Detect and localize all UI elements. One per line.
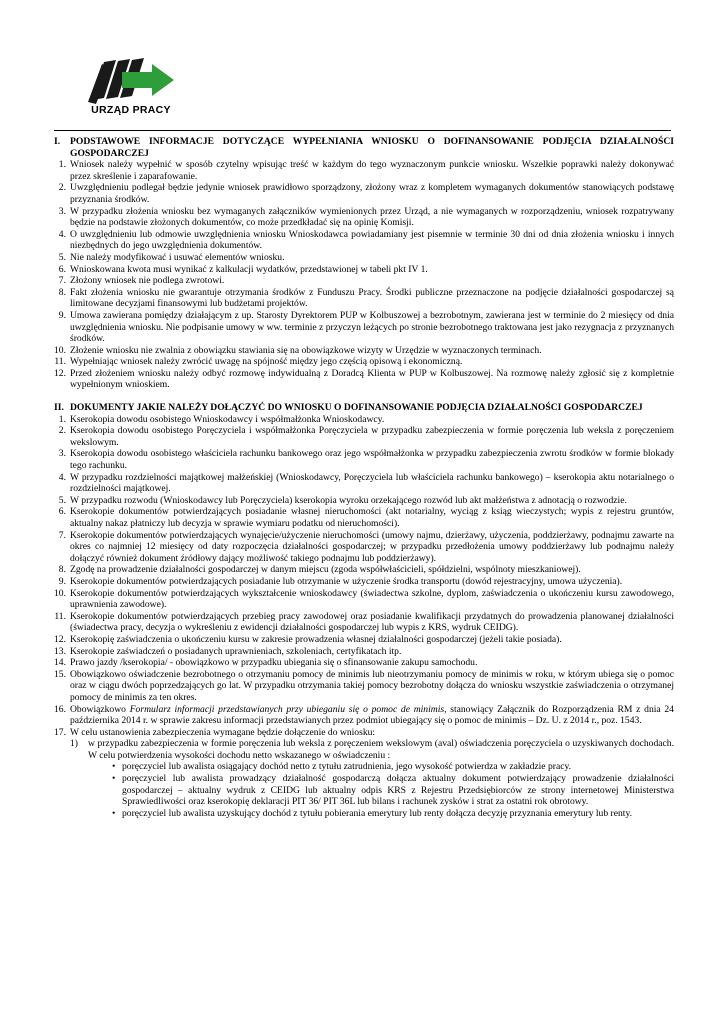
item-number: 9. [58,309,66,321]
item-text: Kserokopie dokumentów potwierdzających wynajęcie/użyczenie nieruchomości (umowy najmu, dzierżawy, użyczenia, poddzierżawy, podnajmu zawarte na okres co najmniej 12 miesięcy od daty rozpoczęcia działalności gospodarczej; w przypadku przedłożenia umowy poddzierżawy lub podnajmu należy dołączyć również dokument źródłowy dający możliwość takiego podnajmu lub poddzierżawy). [70,529,674,564]
list-item [54,506,674,529]
list-item [54,576,674,588]
list-item [54,159,674,182]
item-text: Prawo jazdy /kserokopia/ - obowiązkowo w przypadku ubiegania się o sfinansowanie zakupu samochodu. [70,657,478,669]
item-number: 4. [58,228,66,240]
item-text: W przypadku złożenia wniosku bez wymaganych załączników wymienionych przez Urząd, a nie wymaganych w rozporządzeniu, wniosek rozpatrywany będzie na podstawie złożonych dokumentów, co może przedkładać się na opinię Komisji. [70,205,674,229]
section-number: II. [54,402,64,414]
section-number: I. [54,136,61,147]
list-item [54,472,674,495]
document-body [54,136,674,819]
list-item [54,206,674,229]
item-text: Kserokopia dowodu osobistego Wnioskodawcy i współmałżonka Wnioskodawcy. [70,413,385,425]
item-number: 10. [54,344,66,356]
list-item [54,414,674,426]
item-text: Obowiązkowo oświadczenie bezrobotnego o otrzymaniu pomocy de minimis lub nieotrzymaniu pomocy de minimis w roku, w którym ubiega się o pomoc oraz w ciągu dwóch poprzedzających go lat. W przypadku otrzymania takiej pomocy bezrobotny dołącza do wniosku wszystkie zaświadczenia o otrzymanej pomocy de minimis za ten okres. [70,668,674,703]
item-number: 8. [58,564,66,576]
list-item [54,588,674,611]
bullet-list [88,761,674,819]
item-number: 9. [58,575,66,587]
section-heading: PODSTAWOWE INFORMACJE DOTYCZĄCE WYPEŁNIANIA WNIOSKU O DOFINANSOWANIE PODJĘCIA DZIAŁALNOŚCI GOSPODARCZEJ [70,136,674,159]
item-number: 6. [58,263,66,275]
list-item [54,252,674,264]
logo-text: URZĄD PRACY [91,104,171,116]
section-heading: DOKUMENTY JAKIE NALEŻY DOŁĄCZYĆ DO WNIOSKU O DOFINANSOWANIE PODJĘCIA DZIAŁALNOŚCI GOSPODARCZEJ [70,402,643,414]
item-number: 5. [58,494,66,506]
item-text-pre: Obowiązkowo [70,703,130,715]
item-number: 3. [58,205,66,217]
bullet-item: • poręczyciel lub awalista prowadzący działalność gospodarczą dołącza aktualny dokument potwierdzający prowadzenie działalności gospodarczej – aktualny wydruk z CEIDG lub aktualny odpis KRS z Rejestru Przedsiębiorców ze strony internetowej Ministerstwa Sprawiedliwości oraz kserokopię deklaracji PIT 36/ PIT 36L lub bilans i rachunek zysków i strat za ostatni rok obrotowy. [112,773,674,808]
bullet-item: • poręczyciel lub awalista osiągający dochód netto z tytułu zatrudnienia, jego wysokość potwierdza w zakładzie pracy. [112,761,674,773]
item-number: 15. [54,668,66,680]
list-item [54,448,674,471]
item-number: 4. [58,471,66,483]
list-item [54,646,674,658]
list-item [54,182,674,205]
item-number: 2. [58,425,66,437]
section-2-list [54,414,674,739]
list-item [54,657,674,669]
header-divider [54,130,671,131]
list-item [54,669,674,704]
section-1-title [54,136,674,159]
list-item [54,356,674,368]
item-text: Kserokopia dowodu osobistego właściciela rachunku bankowego oraz jego współmałżonka w przypadku zabezpieczenia zwrotu środków w formie blokady tego rachunku. [70,448,674,472]
item-number: 12. [54,367,66,379]
item-text: Nie należy modyfikować i usuwać elementów wniosku. [70,251,285,263]
item-number: 5. [58,251,66,263]
item-text: Zgodę na prowadzenie działalności gospodarczej w danym miejscu (zgoda współwłaścicieli, spółdzielni, wspólnoty mieszkaniowej). [70,564,581,576]
item-number: 7. [58,529,66,541]
item-number: 3. [58,448,66,460]
list-item [54,704,674,727]
item-text: Kserokopie dokumentów potwierdzających wykształcenie wnioskodawcy (świadectwa szkolne, dyplom, zaświadczenia o ukończeniu kursu zawodowego, uprawnienia zawodowe). [70,587,674,611]
item-text: Wniosek należy wypełnić w sposób czytelny wpisując treść w każdym do tego wyznaczonym punkcie wniosku. Wszelkie poprawki należy dokonywać przez skreślenie i zaparafowanie. [70,159,674,182]
list-item [54,229,674,252]
item-number: 1. [58,159,66,171]
item-text: Złożenie wniosku nie zwalnia z obowiązku stawiania się na obowiązkowe wizyty w Urzędzie w wyznaczonych terminach. [70,344,542,356]
sub-item-text: w przypadku zabezpieczenia w formie poręczenia lub weksla z poręczeniem wekslowym (aval) oświadczenia poręczyciela o uzyskiwanych dochodach. W celu potwierdzenia wysokości dochodu netto wskazanego w oświadczeniu : [88,738,674,761]
item-number: 1. [58,413,66,425]
item-text: Uwzględnieniu podlegał będzie jedynie wniosek prawidłowo sporządzony, złożony wraz z kompletem wymaganych dokumentów stanowiących podstawę przyznania środków. [70,182,674,205]
item-text: Kserokopia dowodu osobistego Poręczyciela i współmałżonka Poręczyciela w przypadku zabezpieczenia w formie poręczenia lub weksla z poręczeniem wekslowym. [70,425,674,448]
item-number: 17. [54,726,66,738]
list-item [54,634,674,646]
item-number: 13. [54,645,66,657]
item-text: Kserokopie dokumentów potwierdzających przebieg pracy zawodowej oraz posiadanie kwalifikacji przydatnych do prowadzenia planowanej działalności (świadectwa pracy, decyzja o wykreśleniu z ewidencji działalności gospodarczej lub wypis z KRS, wydruk CEIDG). [70,610,674,634]
item-text: Kserokopie zaświadczeń o posiadanych uprawnieniach, szkoleniach, certyfikatach itp. [70,645,402,657]
section-1-list [54,159,674,391]
item-text-post: stanowiący Załącznik do Rozporządzenia RM z dnia 24 października 2014 r. w sprawie zakresu informacji przedstawianych przez podmiot ubiegający się o pomoc de minimis – Dz. U. z 2014 r., poz. 1543. [70,703,674,727]
item-text: Wypełniając wniosek należy zwrócić uwagę na spójność między jego częścią opisową i ekonomiczną. [70,356,463,368]
item-number: 11. [54,610,66,622]
item-number: 6. [58,506,66,518]
sub-item-number: 1) [70,738,78,750]
item-text: Kserokopie dokumentów potwierdzających posiadanie własnej nieruchomości (akt notarialny, wyciąg z ksiąg wieczystych; wypis z rejestru gruntów, aktualny nakaz płatniczy lub decyzja w sprawie wymiaru podatku od nieruchomości). [70,506,674,529]
list-item [54,264,674,276]
list-item [54,530,674,565]
item-number: 8. [58,286,66,298]
sub-item-1 [70,738,674,819]
section-2-title [54,402,674,414]
list-item [54,368,674,391]
item-text: Wnioskowana kwota musi wynikać z kalkulacji wydatków, przedstawionej w tabeli pkt IV 1. [70,263,428,275]
item-text: W celu ustanowienia zabezpieczenia wymagane będzie dołączenie do wniosku: [70,726,376,738]
item-text: W przypadku rozdzielności majątkowej małżeńskiej (Wnioskodawcy, Poręczyciela lub właściciela rachunku bankowego) – kserokopia aktu notarialnego o rozdzielności majątkowej. [70,471,674,495]
item-text: W przypadku rozwodu (Wnioskodawcy lub Poręczyciela) kserokopia wyroku orzekającego rozwód lub akt małżeństwa z adnotacją o rozwodzie. [70,494,627,506]
list-item [54,611,674,634]
item-number: 2. [58,182,66,194]
item-text: Fakt złożenia wniosku nie gwarantuje otrzymania środków z Funduszu Pracy. Środki publiczne przeznaczone na podjęcie działalności gospodarczej są limitowane decyzjami finansowymi lub budżetami projektów. [70,286,674,310]
item-number: 12. [54,633,66,645]
item-number: 11. [54,356,66,368]
list-item [54,425,674,448]
item-number: 14. [54,657,66,669]
list-item [54,310,674,345]
list-item [54,345,674,357]
list-item [54,275,674,287]
item-text: Przed złożeniem wniosku należy odbyć rozmowę indywidualną z Doradcą Klienta w PUP w Kolbuszowej. Na rozmowę należy zgłosić się z kompletnie wypełnionym wnioskiem. [70,367,674,391]
item-number: 10. [54,587,66,599]
list-item [54,727,674,739]
item-number: 7. [58,275,66,287]
list-item [54,287,674,310]
item-text: Złożony wniosek nie podlega zwrotowi. [70,275,225,287]
bullet-item: • poręczyciel lub awalista uzyskujący dochód z tytułu pobierania emerytury lub renty dołącza decyzję przyznania emerytury lub renty. [112,808,674,820]
item-text: Kserokopię zaświadczenia o ukończeniu kursu w zakresie prowadzenia własnej działalności gospodarczej (jeżeli takie posiada). [70,633,562,645]
item-text: Umowa zawierana pomiędzy działającym z up. Starosty Dyrektorem PUP w Kolbuszowej a bezrobotnym, zawierana jest w terminie do 2 miesięcy od dnia uwzględnienia wniosku. Nie podpisanie umowy w ww. terminie z przyczyn leżących po stronie bezrobotnego traktowana jest jako rezygnacja z przyznanych środków. [70,309,674,345]
item-text: O uwzględnieniu lub odmowie uwzględnienia wniosku Wnioskodawca powiadamiany jest pisemnie w terminie 30 dni od dnia złożenia wniosku i innych niezbędnych do jego uwzględnienia dokumentów. [70,228,674,252]
item-text-em: Formularz informacji przedstawianych przy ubieganiu się o pomoc de minimis, [129,703,447,715]
item-number: 16. [54,703,66,715]
item-text: Kserokopie dokumentów potwierdzających posiadanie lub otrzymanie w użyczenie środka transportu (dowód rejestracyjny, umowa użyczenia). [70,575,623,587]
list-item [54,495,674,507]
list-item [54,564,674,576]
